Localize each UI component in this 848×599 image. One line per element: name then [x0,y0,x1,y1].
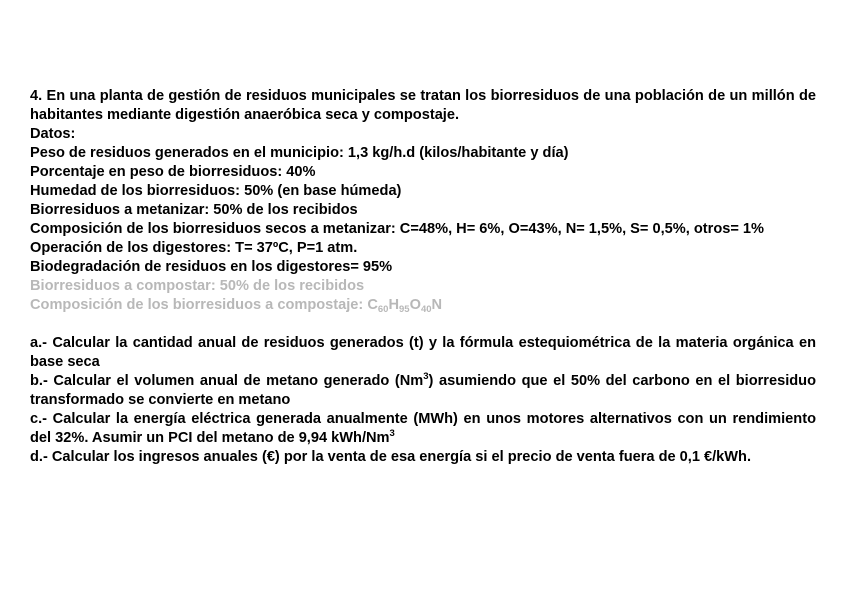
dato-composicion-secos: Composición de los biorresiduos secos a metanizar: C=48%, H= 6%, O=43%, N= 1,5%, S= 0,5%, otros= 1% [30,221,765,237]
question-c [30,410,816,448]
formula-subscript: 60 [377,304,389,315]
question-d: d.- Calcular los ingresos anuales (€) por la venta de esa energía si el precio de venta fuera de 0,1 €/kWh. [30,449,752,465]
dato-humedad: Humedad de los biorresiduos: 50% (en base húmeda) [30,183,402,199]
question-b [30,372,816,410]
question-b-text-end: ) asumiendo que el 50% del carbono en el biorresiduo transformado se convierte en metano [30,373,817,408]
dato-peso-residuos: Peso de residuos generados en el municipio: 1,3 kg/h.d (kilos/habitante y día) [30,145,569,161]
dato-biorresiduos-compostar: Biorresiduos a compostar: 50% de los recibidos [30,278,365,294]
formula-element: H [388,297,400,313]
dato-biorresiduos-metanizar: Biorresiduos a metanizar: 50% de los recibidos [30,202,358,218]
problem-text [30,87,816,467]
composicion-compostaje-label: Composición de los biorresiduos a compostaje: [30,297,368,313]
formula-element: N [431,297,443,313]
formula-subscript: 95 [399,304,410,315]
dato-porcentaje-biorresiduos: Porcentaje en peso de biorresiduos: 40% [30,164,316,180]
problem-intro: 4. En una planta de gestión de residuos municipales se tratan los biorresiduos de una población de un millón de habitantes mediante digestión anaeróbica seca y compostaje. [30,88,816,123]
superscript: 3 [389,428,395,439]
spacer [30,315,816,334]
question-c-text: c.- Calcular la energía eléctrica generada anualmente (MWh) en unos motores alternativos con un rendimiento del 32%. Asumir un PCI del metano de 9,94 kWh/Nm [30,411,816,446]
dato-composicion-compostaje [30,296,816,315]
question-b-text: b.- Calcular el volumen anual de metano generado (Nm [30,373,424,389]
formula-element: O [409,297,421,313]
question-a: a.- Calcular la cantidad anual de residuos generados (t) y la fórmula estequiométrica de la materia orgánica en base seca [30,335,816,370]
formula-subscript: 40 [420,304,432,315]
dato-biodegradacion: Biodegradación de residuos en los digestores= 95% [30,259,393,275]
datos-label: Datos: [30,126,76,142]
superscript: 3 [423,371,429,382]
dato-operacion-digestores: Operación de los digestores: T= 37ºC, P=1 atm. [30,240,358,256]
chemical-formula [367,297,442,313]
formula-element: C [367,297,378,313]
